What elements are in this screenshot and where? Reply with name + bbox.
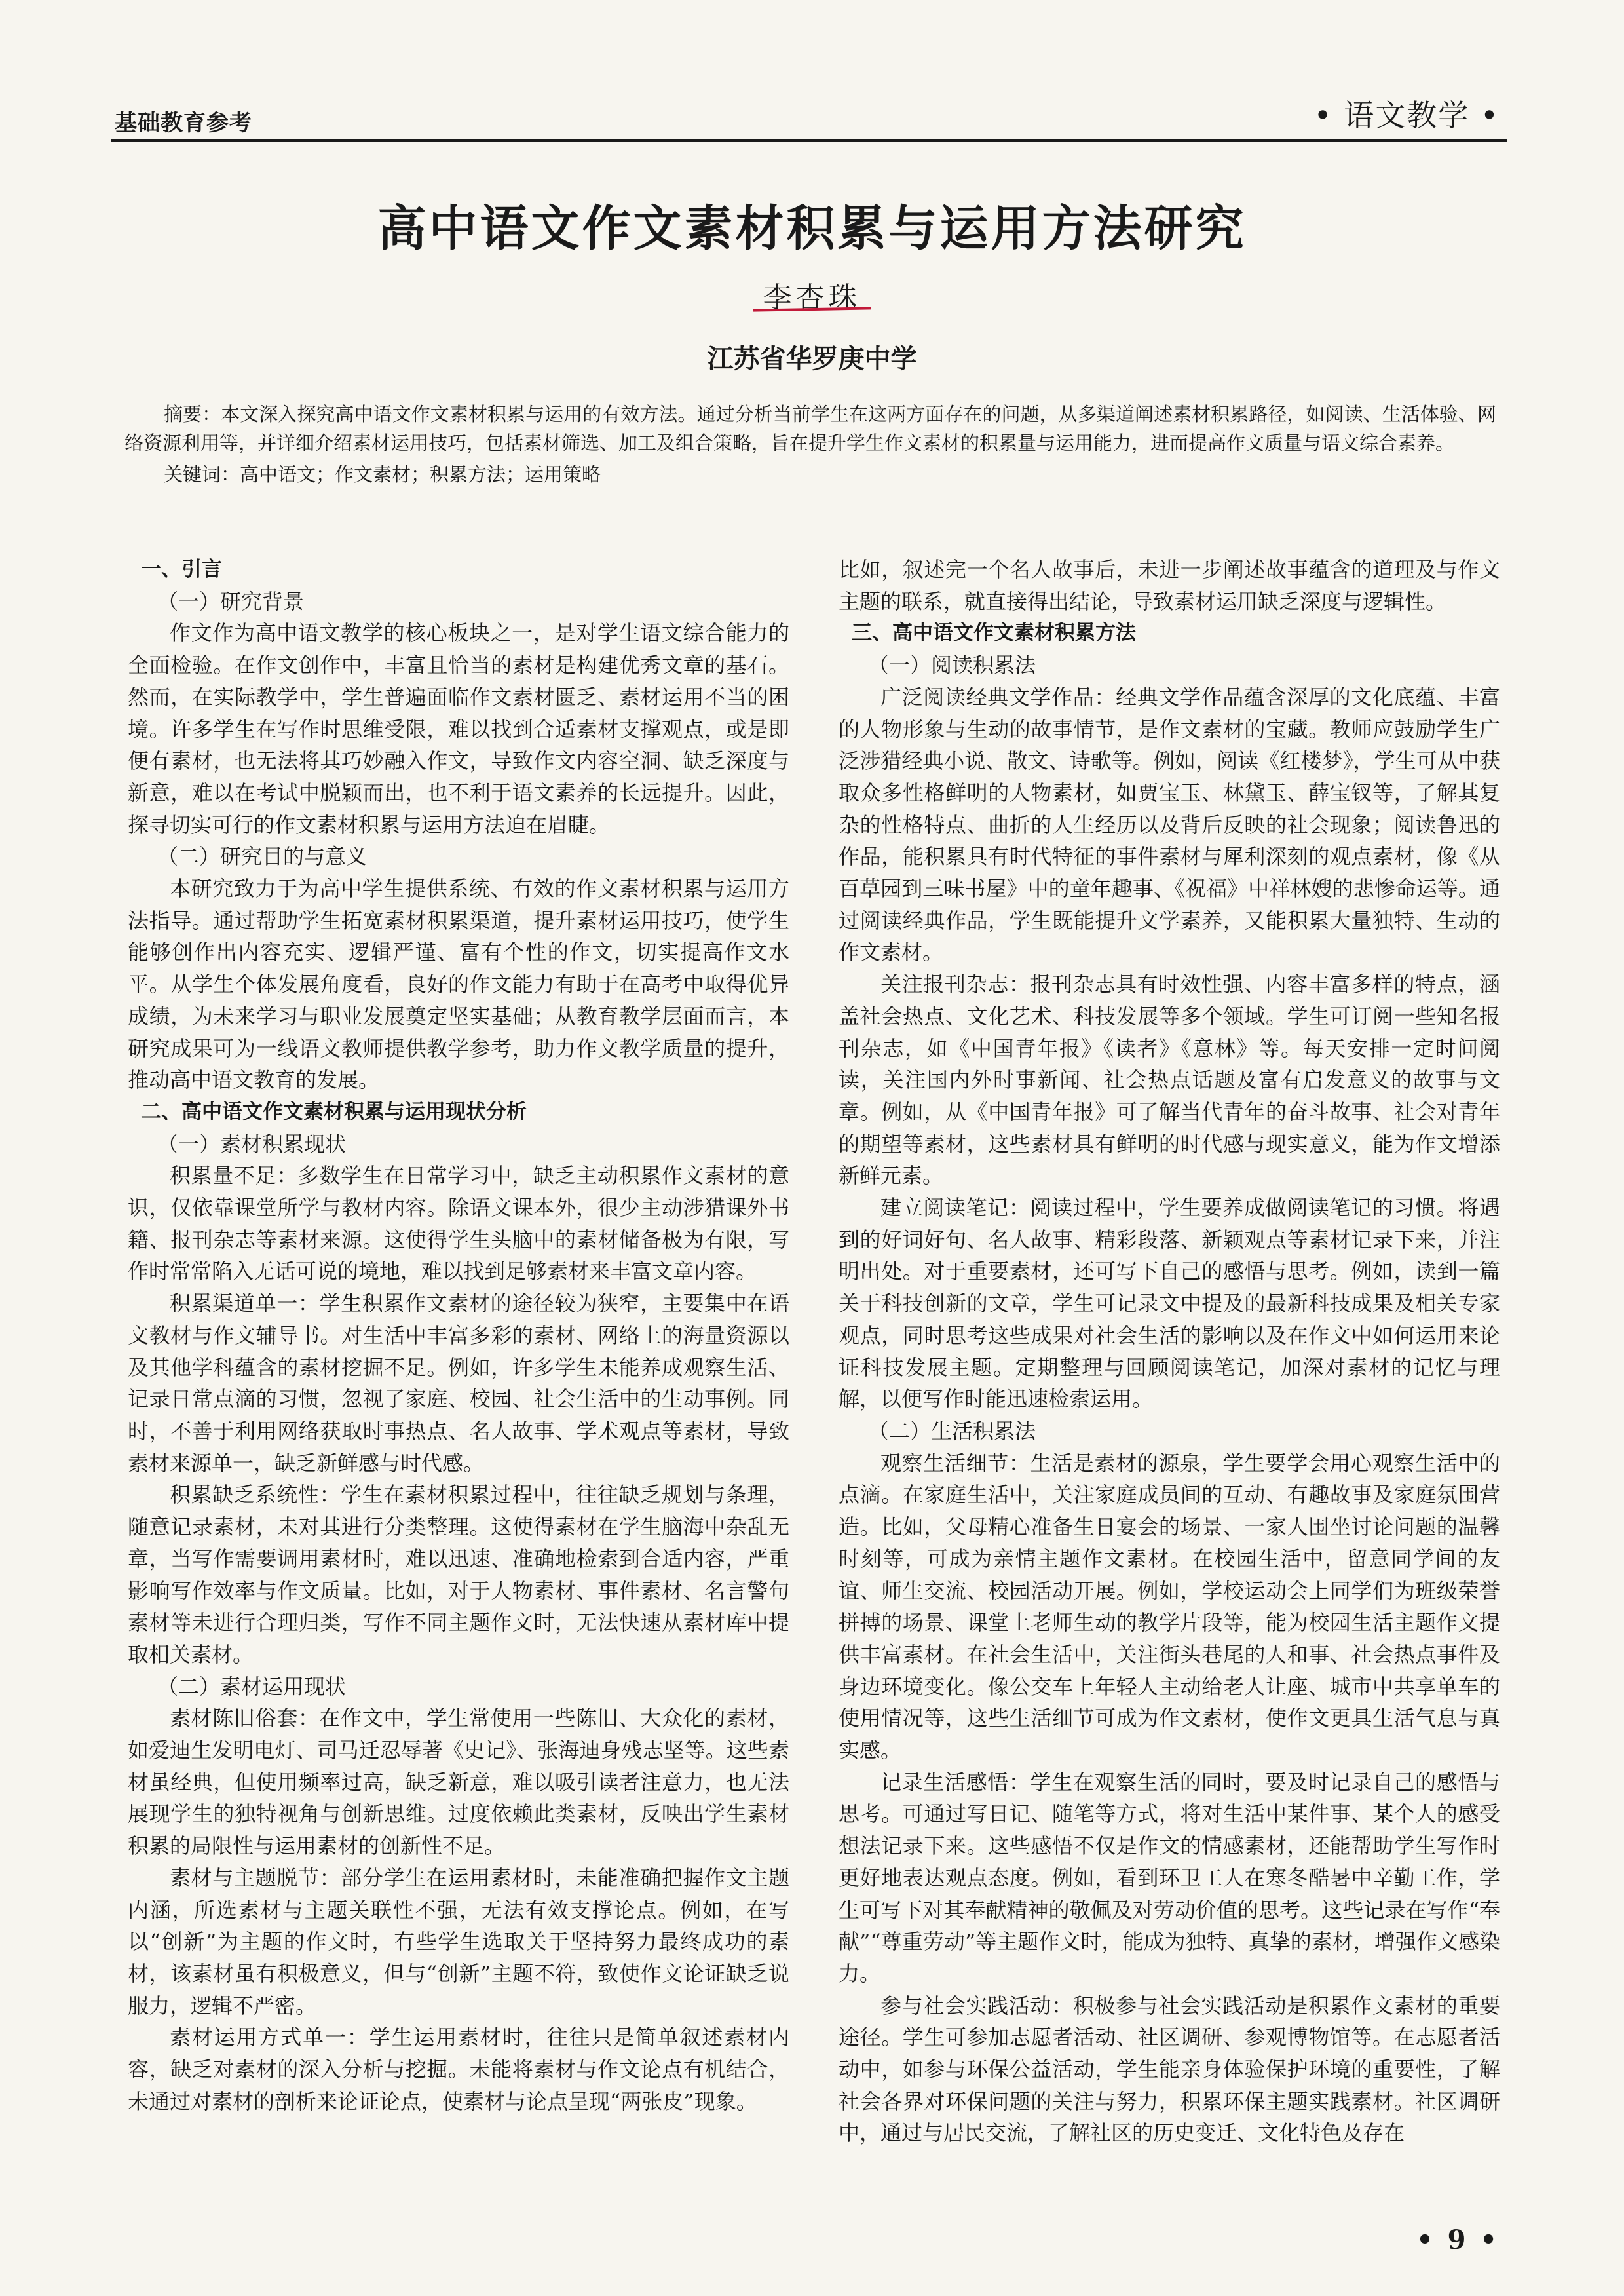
body-paragraph: 积累渠道单一：学生积累作文素材的途径较为狭窄，主要集中在语文教材与作文辅导书。对生活中丰富多彩的素材、网络上的海量资源以及其他学科蕴含的素材挖掘不足。例如，许多学生未能养成观察生活、记录日常点滴的习惯，忽视了家庭、校园、社会生活中的生动事例。同时，不善于利用网络获取时事热点、名人故事、学术观点等素材，导致素材来源单一，缺乏新鲜感与时代感。	[128, 1291, 789, 1476]
body-paragraph: 观察生活细节：生活是素材的源泉，学生要学会用心观察生活中的点滴。在家庭生活中，关注家庭成员间的互动、有趣故事及家庭氛围营造。比如，父母精心准备生日宴会的场景、一家人围坐讨论问题的温馨时刻等，可成为亲情主题作文素材。在校园生活中，留意同学间的友谊、师生交流、校园活动开展。例如，学校运动会上同学们为班级荣誉拼搏的场景、课堂上老师生动的教学片段等，能为校园生活主题作文提供丰富素材。在社会生活中，关注街头巷尾的人和事、社会热点事件及身边环境变化。像公交车上年轻人主动给老人让座、城市中共享单车的使用情况等，这些生活细节可成为作文素材，使作文更具生活气息与真实感。	[839, 1450, 1500, 1763]
abstract-text: 摘要：本文深入探究高中语文作文素材积累与运用的有效方法。通过分析当前学生在这两方面存在的问题，从多渠道阐述素材积累路径，如阅读、生活体验、网络资源利用等，并详细介绍素材运用技巧，包括素材筛选、加工及组合策略，旨在提升学生作文素材的积累量与运用能力，进而提高作文质量与语文综合素养。	[124, 403, 1496, 454]
body-paragraph: 参与社会实践活动：积极参与社会实践活动是积累作文素材的重要途径。学生可参加志愿者活动、社区调研、参观博物馆等。在志愿者活动中，如参与环保公益活动，学生能亲身体验保护环境的重要性，了解社会各界对环保问题的关注与努力，积累环保主题实践素材。社区调研中，通过与居民交流，了解社区的历史变迁、文化特色及存在	[839, 1993, 1500, 2146]
body-paragraph: 作文作为高中语文教学的核心板块之一，是对学生语文综合能力的全面检验。在作文创作中，丰富且恰当的素材是构建优秀文章的基石。然而，在实际教学中，学生普遍面临作文素材匮乏、素材运用不当的困境。许多学生在写作时思维受限，难以找到合适素材支撑观点，或是即便有素材，也无法将其巧妙融入作文，导致作文内容空洞、缺乏深度与新意，难以在考试中脱颖而出，也不利于语文素养的长远提升。因此，探寻切实可行的作文素材积累与运用方法迫在眉睫。	[128, 621, 789, 837]
page-number: • 9 •	[1416, 2225, 1500, 2255]
body-paragraph: 积累缺乏系统性：学生在素材积累过程中，往往缺乏规划与条理，随意记录素材，未对其进行分类整理。这使得素材在学生脑海中杂乱无章，当写作需要调用素材时，难以迅速、准确地检索到合适内容，严重影响写作效率与作文质量。比如，对于人物素材、事件素材、名言警句素材等未进行合理归类，写作不同主题作文时，无法快速从素材库中提取相关素材。	[128, 1482, 789, 1667]
body-paragraph: 记录生活感悟：学生在观察生活的同时，要及时记录自己的感悟与思考。可通过写日记、随笔等方式，将对生活中某件事、某个人的感受想法记录下来。这些感悟不仅是作文的情感素材，还能帮助学生写作时更好地表达观点态度。例如，看到环卫工人在寒冬酷暑中辛勤工作，学生可写下对其奉献精神的敬佩及对劳动价值的思考。这些记录在写作“奉献”“尊重劳动”等主题作文时，能成为独特、真挚的素材，增强作文感染力。	[839, 1769, 1500, 1986]
section-heading: 三、高中语文作文素材积累方法	[852, 621, 1136, 645]
section-heading: 一、引言	[141, 558, 222, 581]
running-header-journal: 基础教育参考	[115, 110, 252, 136]
body-paragraph: 积累量不足：多数学生在日常学习中，缺乏主动积累作文素材的意识，仅依靠课堂所学与教材内容。除语文课本外，很少主动涉猎课外书籍、报刊杂志等素材来源。这使得学生头脑中的素材储备极为有限，写作时常常陷入无话可说的境地，难以找到足够素材来丰富文章内容。	[128, 1163, 789, 1284]
body-paragraph: 本研究致力于为高中学生提供系统、有效的作文素材积累与运用方法指导。通过帮助学生拓宽素材积累渠道，提升素材运用技巧，使学生能够创作出内容充实、逻辑严谨、富有个性的作文，切实提高作文水平。从学生个体发展角度看，良好的作文能力有助于在高考中取得优异成绩，为未来学习与职业发展奠定坚实基础；从教育教学层面而言，本研究成果可为一线语文教师提供教学参考，助力作文教学质量的提升，推动高中语文教育的发展。	[128, 876, 789, 1093]
body-paragraph: 关注报刊杂志：报刊杂志具有时效性强、内容丰富多样的特点，涵盖社会热点、文化艺术、科技发展等多个领域。学生可订阅一些知名报刊杂志，如《中国青年报》《读者》《意林》等。每天安排一定时间阅读，关注国内外时事新闻、社会热点话题及富有启发意义的故事与文章。例如，从《中国青年报》可了解当代青年的奋斗故事、社会对青年的期望等素材，这些素材具有鲜明的时代感与现实意义，能为作文增添新鲜元素。	[839, 972, 1500, 1189]
author-affiliation: 江苏省华罗庚中学	[707, 344, 917, 374]
subsection-heading: （一）研究背景	[157, 588, 305, 614]
abstract-block	[124, 400, 1496, 489]
header-rule	[111, 139, 1507, 142]
body-paragraph: 广泛阅读经典文学作品：经典文学作品蕴含深厚的文化底蕴、丰富的人物形象与生动的故事情节，是作文素材的宝藏。教师应鼓励学生广泛涉猎经典小说、散文、诗歌等。例如，阅读《红楼梦》，学生可从中获取众多性格鲜明的人物素材，如贾宝玉、林黛玉、薛宝钗等，了解其复杂的性格特点、曲折的人生经历以及背后反映的社会现象；阅读鲁迅的作品，能积累具有时代特征的事件素材与犀利深刻的观点素材，像《从百草园到三味书屋》中的童年趣事、《祝福》中祥林嫂的悲惨命运等。通过阅读经典作品，学生既能提升文学素养，又能积累大量独特、生动的作文素材。	[839, 684, 1500, 965]
keywords-text: 关键词：高中语文；作文素材；积累方法；运用策略	[164, 463, 601, 486]
body-paragraph: 素材与主题脱节：部分学生在运用素材时，未能准确把握作文主题内涵，所选素材与主题关联性不强，无法有效支撑论点。例如，在写以“创新”为主题的作文时，有些学生选取关于坚持努力最终成功的素材，该素材虽有积极意义，但与“创新”主题不符，致使作文论证缺乏说服力，逻辑不严密。	[128, 1865, 789, 2018]
body-paragraph-continued: 比如，叙述完一个名人故事后，未进一步阐述故事蕴含的道理及与作文主题的联系，就直接得出结论，导致素材运用缺乏深度与逻辑性。	[839, 557, 1500, 614]
article-title: 高中语文作文素材积累与运用方法研究	[377, 201, 1247, 257]
subsection-heading: （二）素材运用现状	[157, 1674, 347, 1699]
article-author: 李杏珠	[763, 281, 861, 315]
subsection-heading: （二）生活积累法	[868, 1418, 1036, 1444]
subsection-heading: （一）阅读积累法	[868, 653, 1036, 678]
left-column	[128, 554, 789, 2117]
body-paragraph: 建立阅读笔记：阅读过程中，学生要养成做阅读笔记的习惯。将遇到的好词好句、名人故事、精彩段落、新颖观点等素材记录下来，并注明出处。对于重要素材，还可写下自己的感悟与思考。例如，读到一篇关于科技创新的文章，学生可记录文中提及的最新科技成果及相关专家观点，同时思考这些成果对社会生活的影响以及在作文中如何运用来论证科技发展主题。定期整理与回顾阅读笔记，加深对素材的记忆与理解，以便写作时能迅速检索运用。	[839, 1195, 1500, 1412]
body-paragraph: 素材陈旧俗套：在作文中，学生常使用一些陈旧、大众化的素材，如爱迪生发明电灯、司马迁忍辱著《史记》、张海迪身残志坚等。这些素材虽经典，但使用频率过高，缺乏新意，难以吸引读者注意力，也无法展现学生的独特视角与创新思维。过度依赖此类素材，反映出学生素材积累的局限性与运用素材的创新性不足。	[128, 1706, 789, 1859]
subsection-heading: （二）研究目的与意义	[157, 844, 368, 870]
body-paragraph: 素材运用方式单一：学生运用素材时，往往只是简单叙述素材内容，缺乏对素材的深入分析与挖掘。未能将素材与作文论点有机结合，未通过对素材的剖析来论证论点，使素材与论点呈现“两张皮”现象。	[128, 2025, 789, 2114]
running-header-section: • 语文教学 •	[1313, 98, 1500, 133]
subsection-heading: （一）素材积累现状	[157, 1131, 347, 1157]
section-heading: 二、高中语文作文素材积累与运用现状分析	[141, 1100, 527, 1124]
right-column	[839, 554, 1500, 2149]
